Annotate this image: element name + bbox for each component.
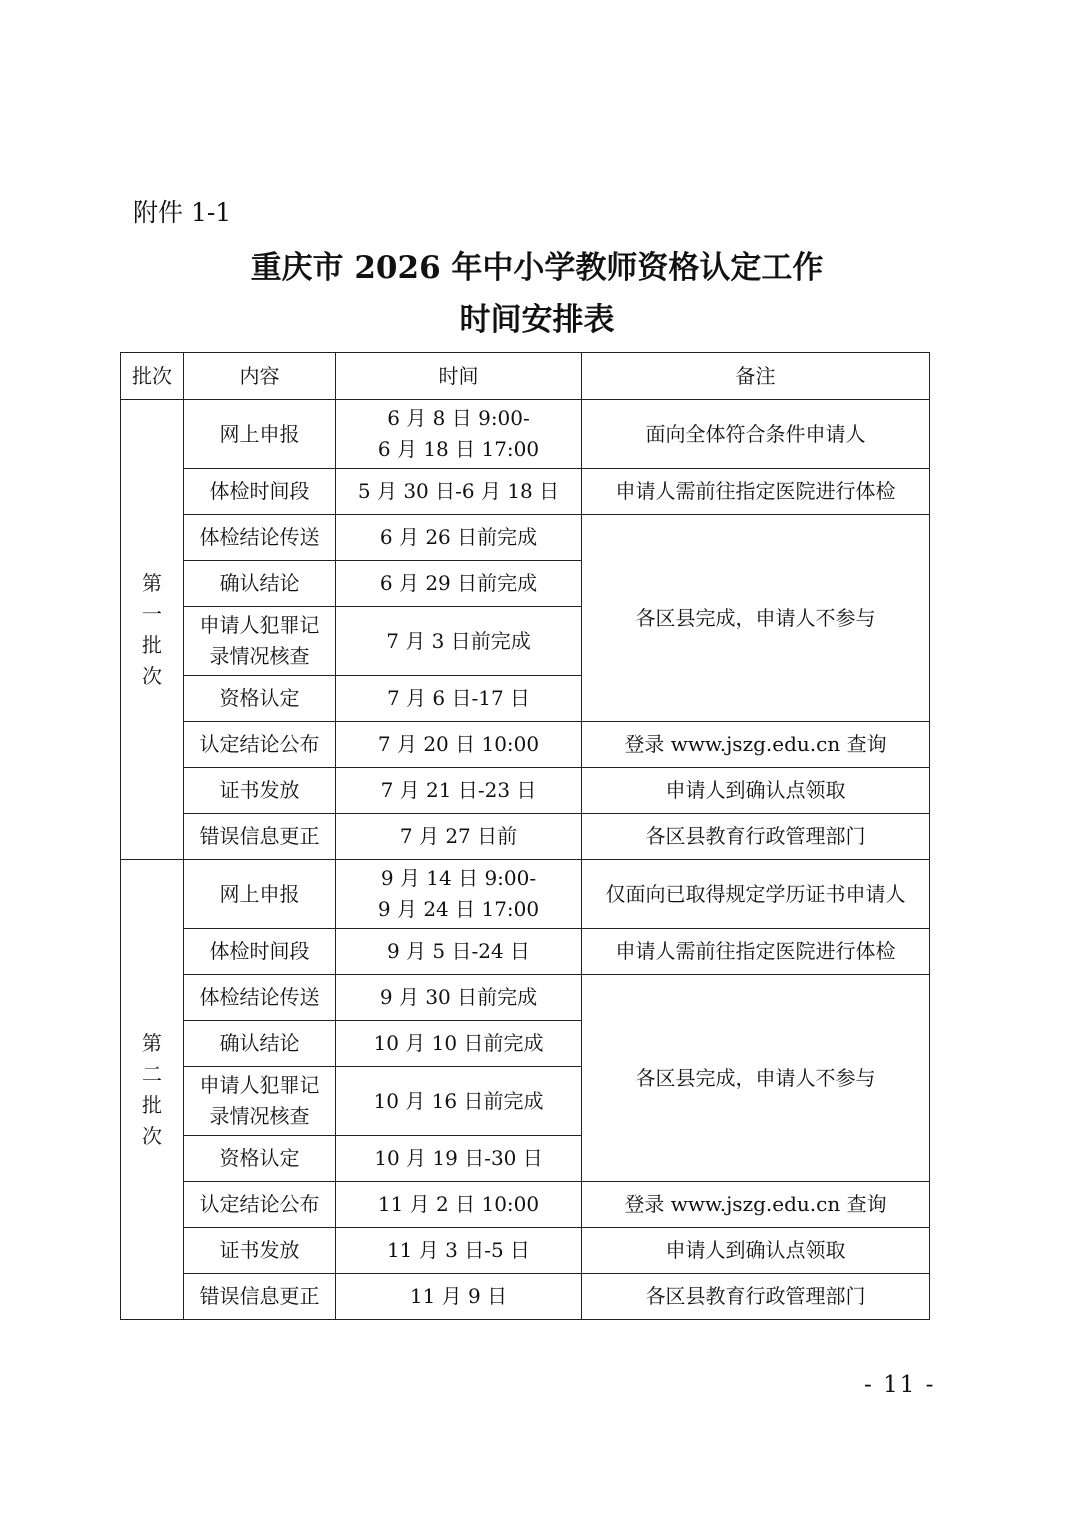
- table-row: [121, 860, 930, 929]
- content-cell: 网上申报: [184, 860, 336, 929]
- content-cell: 资格认定: [184, 1136, 336, 1182]
- time-cell: 6 月 29 日前完成: [336, 561, 582, 607]
- time-cell: 9 月 30 日前完成: [336, 975, 582, 1021]
- content-line: 申请人犯罪记: [199, 613, 320, 637]
- time-cell: 10 月 16 日前完成: [336, 1067, 582, 1136]
- table-row: [121, 975, 930, 1021]
- time-cell: 11 月 9 日: [336, 1274, 582, 1320]
- time-cell: 6 月 26 日前完成: [336, 515, 582, 561]
- table-row: [121, 400, 930, 469]
- time-cell: 10 月 10 日前完成: [336, 1021, 582, 1067]
- note-cell: 申请人需前往指定医院进行体检: [582, 929, 930, 975]
- content-cell: 体检结论传送: [184, 975, 336, 1021]
- time-cell: 11 月 3 日-5 日: [336, 1228, 582, 1274]
- content-cell: 资格认定: [184, 676, 336, 722]
- attachment-label: 附件 1-1: [133, 198, 232, 227]
- page-number: - 11 -: [864, 1372, 936, 1398]
- table-header-row: [121, 353, 930, 400]
- table-row: [121, 929, 930, 975]
- content-line: 录情况核查: [209, 1104, 310, 1128]
- schedule-table: [120, 352, 930, 1320]
- content-cell: 确认结论: [184, 1021, 336, 1067]
- time-cell: 7 月 20 日 10:00: [336, 722, 582, 768]
- time-line: 6 月 8 日 9:00-: [387, 406, 530, 430]
- content-line: 申请人犯罪记: [199, 1073, 320, 1097]
- batch-label: 第二批次: [142, 1030, 162, 1148]
- note-cell: 各区县教育行政管理部门: [582, 1274, 930, 1320]
- content-cell: 证书发放: [184, 1228, 336, 1274]
- time-cell: 7 月 6 日-17 日: [336, 676, 582, 722]
- time-cell: [336, 400, 582, 469]
- time-cell: [336, 860, 582, 929]
- content-cell: 体检时间段: [184, 929, 336, 975]
- table-row: [121, 515, 930, 561]
- content-cell: [184, 1067, 336, 1136]
- time-cell: 9 月 5 日-24 日: [336, 929, 582, 975]
- table-row: [121, 1228, 930, 1274]
- merged-note-cell: 各区县完成，申请人不参与: [582, 515, 930, 722]
- table-row: [121, 469, 930, 515]
- time-line: 9 月 24 日 17:00: [377, 897, 540, 921]
- table-row: [121, 768, 930, 814]
- content-line: 录情况核查: [209, 644, 310, 668]
- header-batch: 批次: [121, 353, 184, 400]
- note-cell: 登录 www.jszg.edu.cn 查询: [582, 1182, 930, 1228]
- note-cell: 登录 www.jszg.edu.cn 查询: [582, 722, 930, 768]
- batch-label-cell: [121, 860, 184, 1320]
- table-row: [121, 1182, 930, 1228]
- note-cell: 各区县教育行政管理部门: [582, 814, 930, 860]
- document-title: 重庆市 2026 年中小学教师资格认定工作: [250, 250, 824, 286]
- note-cell: 申请人需前往指定医院进行体检: [582, 469, 930, 515]
- time-cell: 5 月 30 日-6 月 18 日: [336, 469, 582, 515]
- content-cell: 认定结论公布: [184, 1182, 336, 1228]
- header-time: 时间: [336, 353, 582, 400]
- table-row: [121, 1274, 930, 1320]
- note-cell: 面向全体符合条件申请人: [582, 400, 930, 469]
- time-line: 6 月 18 日 17:00: [377, 437, 540, 461]
- batch-label-cell: [121, 400, 184, 860]
- document-subtitle: 时间安排表: [459, 302, 615, 338]
- table-row: [121, 814, 930, 860]
- content-cell: 错误信息更正: [184, 1274, 336, 1320]
- time-cell: 10 月 19 日-30 日: [336, 1136, 582, 1182]
- note-cell: 仅面向已取得规定学历证书申请人: [582, 860, 930, 929]
- time-line: 9 月 14 日 9:00-: [380, 866, 537, 890]
- time-cell: 7 月 21 日-23 日: [336, 768, 582, 814]
- note-cell: 申请人到确认点领取: [582, 768, 930, 814]
- content-cell: 网上申报: [184, 400, 336, 469]
- table-row: [121, 722, 930, 768]
- content-cell: [184, 607, 336, 676]
- content-cell: 证书发放: [184, 768, 336, 814]
- time-cell: 11 月 2 日 10:00: [336, 1182, 582, 1228]
- note-cell: 申请人到确认点领取: [582, 1228, 930, 1274]
- time-cell: 7 月 27 日前: [336, 814, 582, 860]
- merged-note-cell: 各区县完成，申请人不参与: [582, 975, 930, 1182]
- header-note: 备注: [582, 353, 930, 400]
- content-cell: 错误信息更正: [184, 814, 336, 860]
- content-cell: 确认结论: [184, 561, 336, 607]
- content-cell: 体检结论传送: [184, 515, 336, 561]
- batch-label: 第一批次: [142, 570, 162, 688]
- header-content: 内容: [184, 353, 336, 400]
- content-cell: 认定结论公布: [184, 722, 336, 768]
- content-cell: 体检时间段: [184, 469, 336, 515]
- time-cell: 7 月 3 日前完成: [336, 607, 582, 676]
